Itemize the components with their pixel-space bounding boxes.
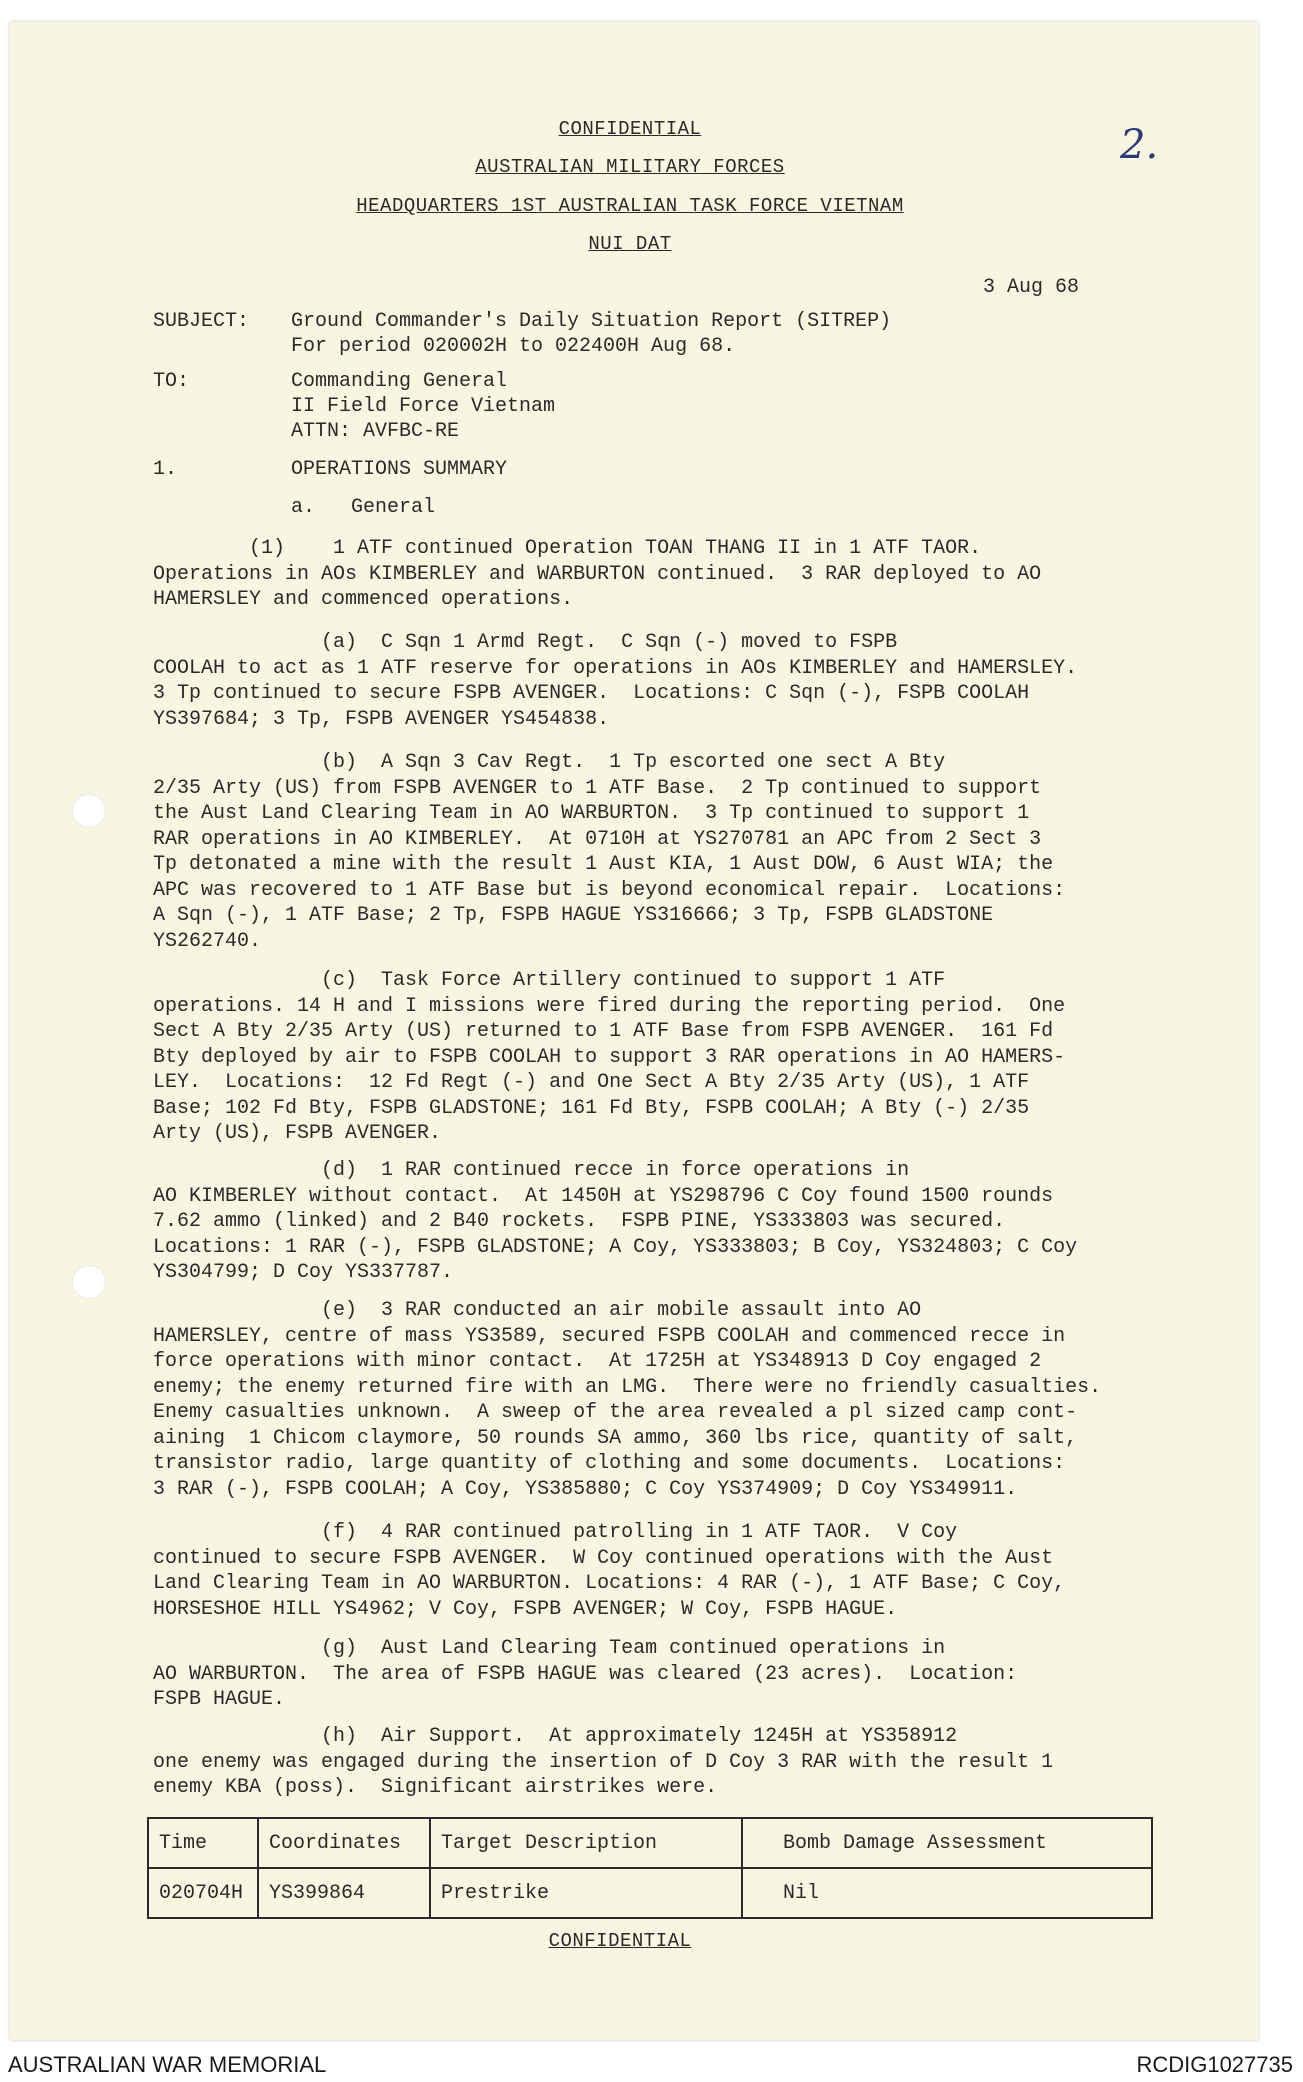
subject-label: SUBJECT: [153, 310, 250, 333]
table-header: Bomb Damage Assessment [742, 1818, 1152, 1868]
paragraph-g: (g) Aust Land Clearing Team continued operations in AO WARBURTON. The area of FSPB HAGUE was cleared (23 acres). Location: FSPB HAGUE. [153, 1637, 1018, 1711]
archive-credit: AUSTRALIAN WAR MEMORIAL [8, 2052, 327, 2077]
table-row [148, 1868, 1152, 1918]
table-header-row [148, 1818, 1152, 1868]
table-cell: 020704H [148, 1868, 258, 1918]
archive-id: RCDIG1027735 [1136, 2052, 1293, 2077]
to-line-1: Commanding General [291, 370, 508, 393]
to-line-3: ATTN: AVFBC-RE [291, 420, 460, 443]
punch-hole [72, 1265, 106, 1299]
classification-footer: CONFIDENTIAL [548, 1930, 692, 1952]
paragraph-c: (c) Task Force Artillery continued to support 1 ATF operations. 14 H and I missions were fired during the reporting period. One Sect A Bty 2/35 Arty (US) returned to 1 ATF Base from FSPB AVENGER. 161 Fd Bty deployed by air to FSPB COOLAH to support 3 RAR operations in AO HAMERS- LEY. Locations: 12 Fd Regt (-) and One Sect A Bty 2/35 Arty (US), 1 ATF Base; 102 Fd Bty, FSPB GLADSTONE; 161 Fd Bty, FSPB COOLAH; A Bty (-) 2/35 Arty (US), FSPB AVENGER. [153, 969, 1066, 1145]
paragraph-h: (h) Air Support. At approximately 1245H at YS358912 one enemy was engaged during the insertion of D Coy 3 RAR with the result 1 enemy KBA (poss). Significant airstrikes were. [153, 1725, 1054, 1799]
classification-header: CONFIDENTIAL [558, 118, 702, 140]
subject-line-1: Ground Commander's Daily Situation Report (SITREP) [291, 310, 892, 333]
table-header: Time [148, 1818, 258, 1868]
table-cell: Nil [742, 1868, 1152, 1918]
table-header: Coordinates [258, 1818, 430, 1868]
subject-line-2: For period 020002H to 022400H Aug 68. [291, 335, 736, 358]
report-date: 3 Aug 68 [983, 276, 1080, 299]
punch-hole [72, 794, 106, 828]
to-label: TO: [153, 370, 190, 393]
table-cell: Prestrike [430, 1868, 742, 1918]
hq-header: HEADQUARTERS 1ST AUSTRALIAN TASK FORCE VIETNAM [356, 195, 904, 217]
page-number: 2. [1120, 122, 1159, 168]
paragraph-f: (f) 4 RAR continued patrolling in 1 ATF TAOR. V Coy continued to secure FSPB AVENGER. W Coy continued operations with the Aust Land Clearing Team in AO WARBURTON. Locations: 4 RAR (-), 1 ATF Base; C Coy, HORSESHOE HILL YS4962; V Coy, FSPB AVENGER; W Coy, FSPB HAGUE. [153, 1521, 1066, 1621]
airstrike-table [147, 1817, 1153, 1919]
subsection-general: a. General [291, 496, 436, 519]
to-line-2: II Field Force Vietnam [291, 395, 556, 418]
document-page [10, 22, 1258, 2040]
table-header: Target Description [430, 1818, 742, 1868]
paragraph-a: (a) C Sqn 1 Armd Regt. C Sqn (-) moved to FSPB COOLAH to act as 1 ATF reserve for operations in AOs KIMBERLEY and HAMERSLEY. 3 Tp continued to secure FSPB AVENGER. Locations: C Sqn (-), FSPB COOLAH YS397684; 3 Tp, FSPB AVENGER YS454838. [153, 631, 1078, 731]
org-header: AUSTRALIAN MILITARY FORCES [475, 156, 785, 178]
paragraph-b: (b) A Sqn 3 Cav Regt. 1 Tp escorted one sect A Bty 2/35 Arty (US) from FSPB AVENGER to 1 ATF Base. 2 Tp continued to support the Aust Land Clearing Team in AO WARBURTON. 3 Tp continued to support 1 RAR operations in AO KIMBERLEY. At 0710H at YS270781 an APC from 2 Sect 3 Tp detonated a mine with the result 1 Aust KIA, 1 Aust DOW, 6 Aust WIA; the APC was recovered to 1 ATF Base but is beyond economical repair. Locations: A Sqn (-), 1 ATF Base; 2 Tp, FSPB HAGUE YS316666; 3 Tp, FSPB GLADSTONE YS262740. [153, 751, 1066, 953]
paragraph-1: (1) 1 ATF continued Operation TOAN THANG II in 1 ATF TAOR. Operations in AOs KIMBERLEY and WARBURTON continued. 3 RAR deployed to AO HAMERSLEY and commenced operations. [153, 537, 1042, 611]
location-header: NUI DAT [588, 233, 672, 255]
section-number: 1. [153, 458, 178, 481]
paragraph-d: (d) 1 RAR continued recce in force operations in AO KIMBERLEY without contact. At 1450H at YS298796 C Coy found 1500 rounds 7.62 ammo (linked) and 2 B40 rockets. FSPB PINE, YS333803 was secured. Locations: 1 RAR (-), FSPB GLADSTONE; A Coy, YS333803; B Coy, YS324803; C Coy YS304799; D Coy YS337787. [153, 1159, 1078, 1284]
section-title: OPERATIONS SUMMARY [291, 458, 508, 481]
table-cell: YS399864 [258, 1868, 430, 1918]
paragraph-e: (e) 3 RAR conducted an air mobile assault into AO HAMERSLEY, centre of mass YS3589, secured FSPB COOLAH and commenced recce in force operations with minor contact. At 1725H at YS348913 D Coy engaged 2 enemy; the enemy returned fire with an LMG. There were no friendly casualties. Enemy casualties unknown. A sweep of the area revealed a pl sized camp cont- aining 1 Chicom claymore, 50 rounds SA ammo, 360 lbs rice, quantity of salt, transistor radio, large quantity of clothing and some documents. Locations: 3 RAR (-), FSPB COOLAH; A Coy, YS385880; C Coy YS374909; D Coy YS349911. [153, 1299, 1102, 1501]
